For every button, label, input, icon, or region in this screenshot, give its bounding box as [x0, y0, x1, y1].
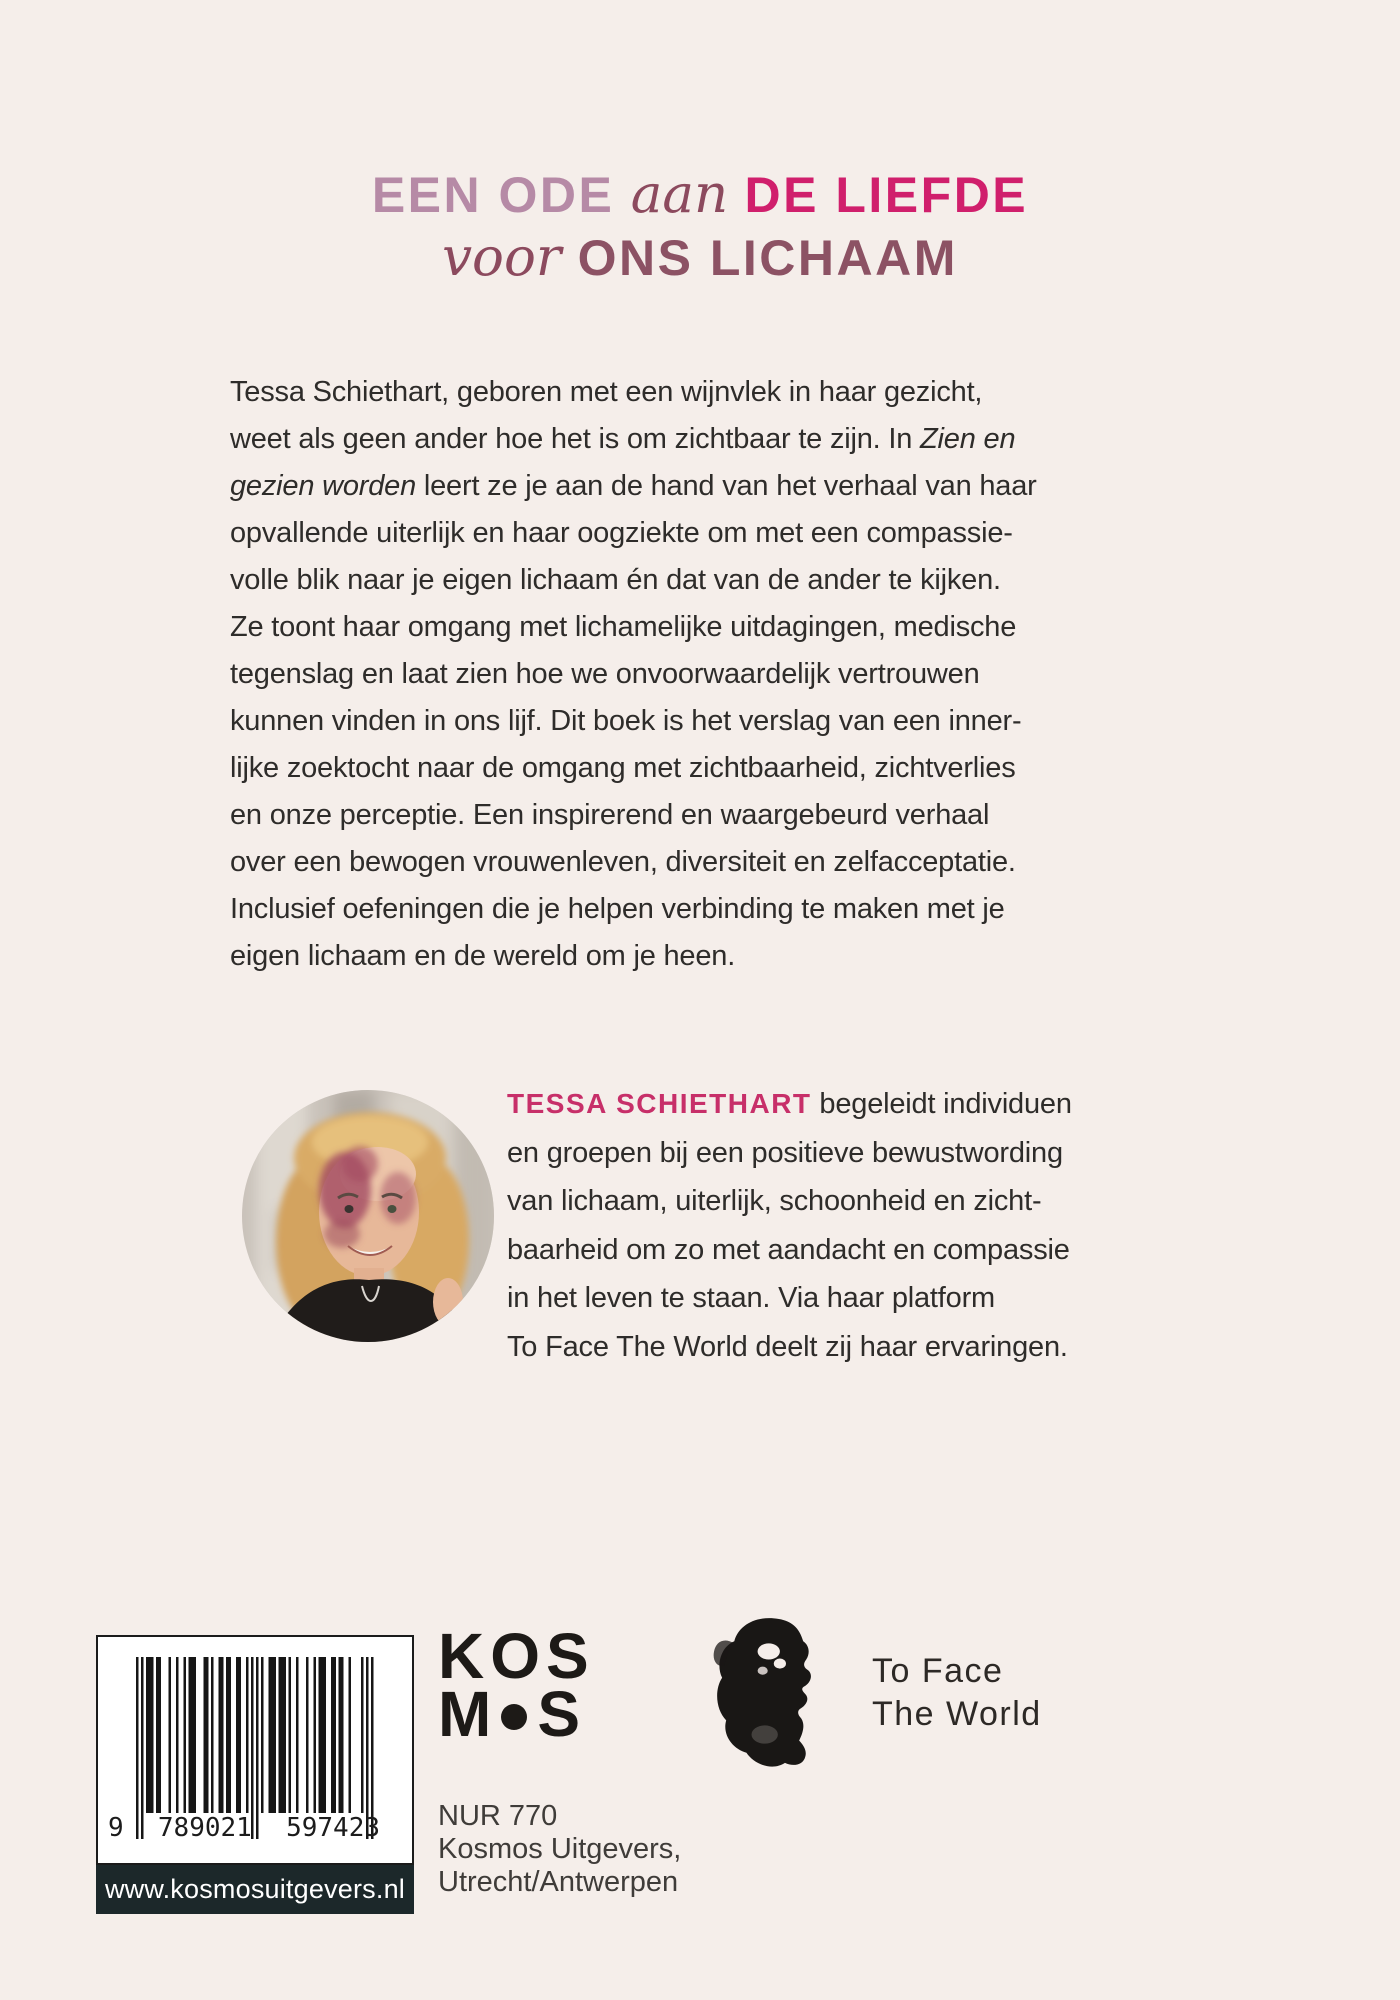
text-line: eigen lichaam en de wereld om je heen. [230, 940, 736, 972]
text-line: baarheid om zo met aandacht en compassie [507, 1233, 1070, 1266]
text-line: Ze toont haar omgang met lichamelijke uitdagingen, medische [230, 611, 1017, 643]
isbn-digits [108, 1813, 380, 1843]
text-line: gezien worden leert ze je aan de hand van het verhaal van haar [230, 470, 1037, 502]
kosmos-logo-kos: KOS [438, 1620, 595, 1692]
text-line: over een bewogen vrouwenleven, diversiteit en zelfacceptatie. [230, 846, 1016, 878]
text-line: opvallende uiterlijk en haar oogziekte om met een compassie- [230, 517, 1013, 549]
kosmos-logo [438, 1620, 595, 1750]
nur-code: NUR 770 [438, 1800, 558, 1832]
text-line: EEN ODE aan DE LIEFDE [371, 164, 1029, 225]
text-line: Tessa Schiethart, geboren met een wijnvlek in haar gezicht, [230, 376, 983, 408]
publisher-city: Utrecht/Antwerpen [438, 1866, 679, 1898]
kosmos-logo-dot-icon [501, 1704, 527, 1730]
text-line: weet als geen ander hoe het is om zichtbaar te zijn. In Zien en [230, 423, 1016, 455]
text-line: To Face The World deelt zij haar ervaringen. [507, 1330, 1068, 1363]
website-url: www.kosmosuitgevers.nl [104, 1874, 405, 1904]
to-face-the-world-logo-icon [712, 1610, 864, 1778]
kosmos-logo-row1 [438, 1620, 595, 1692]
kosmos-logo-row2 [438, 1678, 595, 1750]
author-portrait-image [242, 1090, 494, 1342]
text-line: Inclusief oefeningen die je helpen verbinding te maken met je [230, 893, 1005, 925]
text-line: tegenslag en laat zien hoe we onvoorwaardelijk vertrouwen [230, 658, 980, 690]
barcode-box [96, 1635, 414, 1865]
publisher-name: Kosmos Uitgevers, [438, 1833, 682, 1865]
blurb-paragraph [230, 369, 1037, 980]
text-line: volle blik naar je eigen lichaam én dat van de ander te kijken. [230, 564, 1001, 596]
isbn-group-2: 789021 [157, 1813, 252, 1843]
to-face-the-world-wordmark [872, 1650, 1042, 1736]
publisher-website [96, 1865, 414, 1914]
isbn-group-1: 9 [108, 1813, 124, 1843]
text-line: van lichaam, uiterlijk, schoonheid en zicht- [507, 1185, 1042, 1217]
imprint-block [438, 1800, 681, 1899]
text-line: en onze perceptie. Een inspirerend en waargebeurd verhaal [230, 799, 990, 831]
kosmos-logo-m: M [438, 1678, 498, 1750]
text-line: kunnen vinden in ons lijf. Dit boek is het verslag van een inner- [230, 705, 1022, 737]
text-line: TESSA SCHIETHART begeleidt individuen [507, 1088, 1072, 1120]
text-line: in het leven te staan. Via haar platform [507, 1282, 995, 1314]
isbn-group-3: 597423 [286, 1813, 380, 1843]
text-line: en groepen bij een positieve bewustwording [507, 1136, 1063, 1169]
author-photo [242, 1090, 494, 1342]
text-line: lijke zoektocht naar de omgang met zichtbaarheid, zichtverlies [230, 752, 1016, 784]
tftw-line1: To Face [872, 1652, 1004, 1690]
text-line: voor ONS LICHAAM [442, 227, 958, 288]
kosmos-logo-s: S [537, 1678, 586, 1750]
author-bio [507, 1080, 1072, 1371]
tftw-line2: The World [872, 1695, 1042, 1733]
headline [0, 163, 1400, 289]
